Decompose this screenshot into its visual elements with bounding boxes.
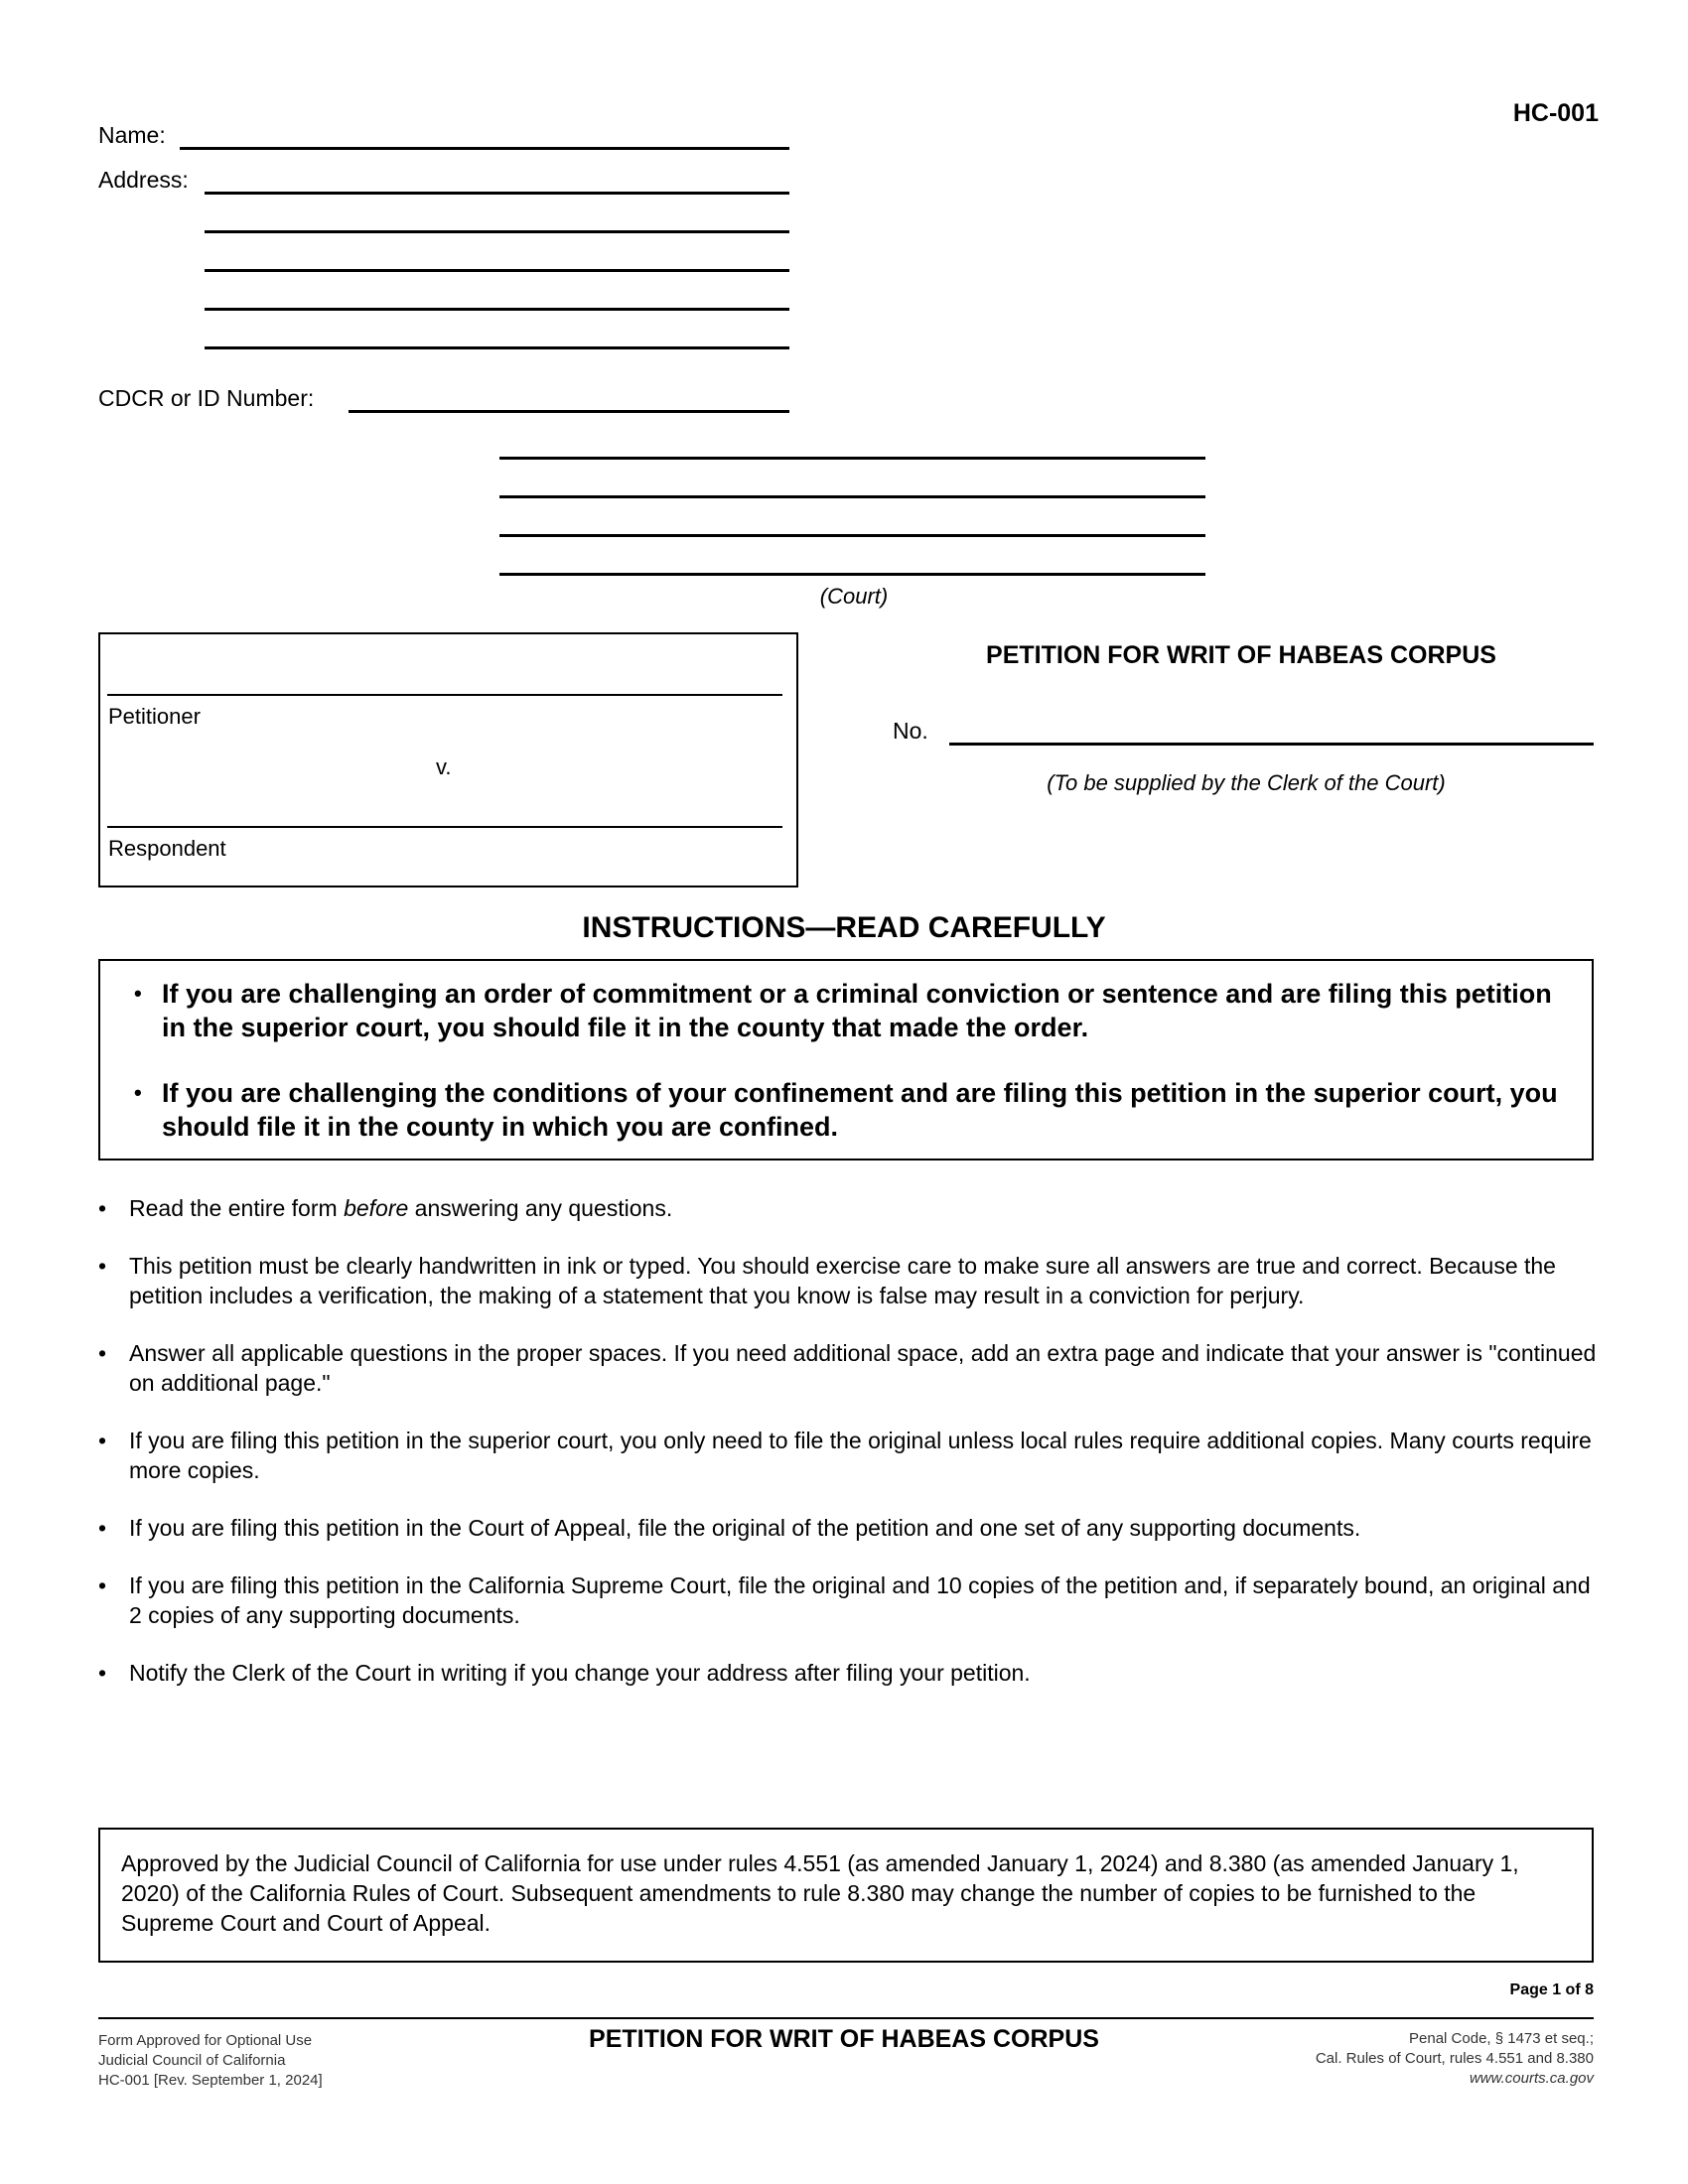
bullet-glyph: •: [98, 1195, 107, 1221]
instruction-item: [98, 1570, 1608, 1630]
case-number-label: No.: [893, 718, 928, 744]
petitioner-field[interactable]: [107, 694, 782, 696]
approval-text: Approved by the Judicial Council of California for use under rules 4.551 (as amended January 1, 2024) and 8.380 (as amended January 1, 2020) of the California Rules of Court. Subsequent amendments to rule 8.380 may change the number of copies to be furnished to the Supreme Court and Court of Appeal.: [121, 1850, 1519, 1936]
instruction-text-after: answering any questions.: [408, 1195, 673, 1221]
name-label: Name:: [98, 122, 166, 148]
footer-divider: [98, 2017, 1594, 2019]
instruction-item: [98, 1251, 1608, 1310]
important-instruction-text: If you are challenging an order of commitment or a criminal conviction or sentence and are filing this petition in the superior court, you should file it in the county that made the order.: [162, 979, 1552, 1042]
important-instruction: [134, 1076, 1562, 1144]
cdcr-label: CDCR or ID Number:: [98, 385, 315, 411]
instructions-list: [98, 1193, 1608, 1715]
bullet-glyph: •: [98, 1515, 107, 1541]
respondent-field[interactable]: [107, 826, 782, 828]
instruction-item: [98, 1658, 1608, 1688]
instruction-text: This petition must be clearly handwritten in ink or typed. You should exercise care to make sure all answers are true and correct. Because the petition includes a verification, the making of a statement that you know is false may result in a conviction for perjury.: [129, 1253, 1556, 1308]
court-line-1-field[interactable]: [499, 457, 1205, 460]
bullet-glyph: •: [98, 1660, 107, 1686]
instruction-text: Answer all applicable questions in the proper spaces. If you need additional space, add an extra page and indicate that your answer is "continued on additional page.": [129, 1340, 1597, 1396]
footer-left-line: Judicial Council of California: [98, 2052, 286, 2069]
court-line-3-field[interactable]: [499, 534, 1205, 537]
address-line-1-field[interactable]: [205, 192, 789, 195]
versus-label: v.: [436, 754, 452, 779]
footer-title: PETITION FOR WRIT OF HABEAS CORPUS: [589, 2025, 1099, 2053]
instruction-text: If you are filing this petition in the Court of Appeal, file the original of the petition and one set of any supporting documents.: [129, 1515, 1361, 1541]
name-field[interactable]: [180, 147, 789, 150]
court-line-4-field[interactable]: [499, 573, 1205, 576]
cdcr-number-field[interactable]: [349, 410, 789, 413]
approval-notice-box: [98, 1828, 1594, 1963]
footer-left-line: Form Approved for Optional Use: [98, 2032, 313, 2049]
instruction-item: [98, 1513, 1608, 1543]
instructions-heading: INSTRUCTIONS—READ CAREFULLY: [582, 911, 1106, 944]
petitioner-label: Petitioner: [108, 704, 201, 729]
bullet-glyph: •: [134, 981, 142, 1006]
form-number: HC-001: [1512, 99, 1599, 127]
bullet-glyph: •: [98, 1572, 107, 1598]
instruction-text: If you are filing this petition in the superior court, you only need to file the original unless local rules require additional copies. Many courts require more copies.: [129, 1428, 1592, 1483]
important-instruction-text: If you are challenging the conditions of your confinement and are filing this petition in the superior court, you should file it in the county in which you are confined.: [162, 1078, 1558, 1142]
court-label: (Court): [819, 584, 889, 609]
instruction-item: [98, 1426, 1608, 1485]
instruction-emphasis: before: [344, 1195, 409, 1221]
footer-left: [98, 2031, 323, 2091]
instruction-text: If you are filing this petition in the California Supreme Court, file the original and 10 copies of the petition and, if separately bound, an original and 2 copies of any supporting documents.: [129, 1572, 1591, 1628]
address-line-5-field[interactable]: [205, 346, 789, 349]
footer-right-line: Penal Code, § 1473 et seq.;: [1409, 2030, 1594, 2047]
footer-right: [1142, 2029, 1594, 2089]
bullet-glyph: •: [98, 1253, 107, 1279]
bullet-glyph: •: [134, 1080, 142, 1105]
instruction-text-before: Read the entire form: [129, 1195, 345, 1221]
court-line-2-field[interactable]: [499, 495, 1205, 498]
bullet-glyph: •: [98, 1340, 107, 1366]
page-number: Page 1 of 8: [1509, 1981, 1594, 1998]
instruction-text: Notify the Clerk of the Court in writing if you change your address after filing your petition.: [129, 1660, 1031, 1686]
address-line-4-field[interactable]: [205, 308, 789, 311]
address-label: Address:: [98, 167, 189, 193]
footer-right-line: Cal. Rules of Court, rules 4.551 and 8.380: [1315, 2050, 1594, 2067]
petition-title: PETITION FOR WRIT OF HABEAS CORPUS: [986, 641, 1496, 669]
clerk-note: (To be supplied by the Clerk of the Court): [1047, 770, 1446, 795]
address-line-3-field[interactable]: [205, 269, 789, 272]
address-line-2-field[interactable]: [205, 230, 789, 233]
important-instructions-box: [98, 959, 1594, 1160]
case-number-field[interactable]: [949, 743, 1594, 746]
instruction-item: [98, 1338, 1608, 1398]
important-instruction: [134, 977, 1562, 1044]
respondent-label: Respondent: [108, 836, 226, 861]
bullet-glyph: •: [98, 1428, 107, 1453]
website-link[interactable]: www.courts.ca.gov: [1469, 2070, 1594, 2087]
case-caption-box: [98, 632, 798, 887]
footer-left-line: HC-001 [Rev. September 1, 2024]: [98, 2072, 323, 2089]
instruction-item: [98, 1193, 1608, 1223]
